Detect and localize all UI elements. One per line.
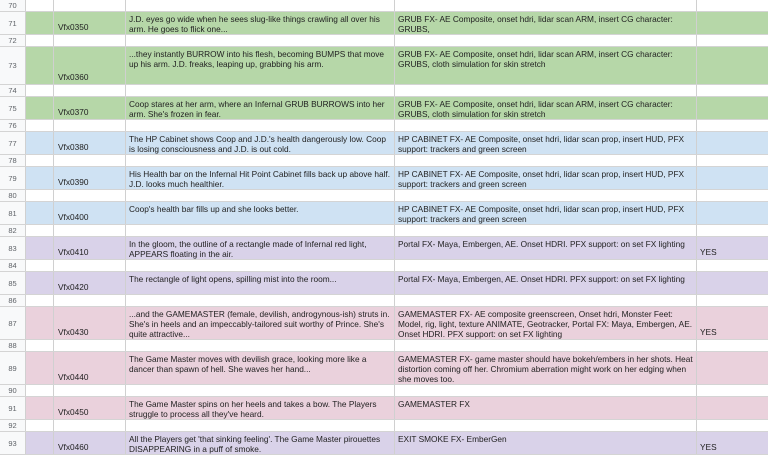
table-row <box>0 432 768 455</box>
cell-description[interactable] <box>126 85 395 96</box>
cell-blank-a[interactable] <box>26 85 54 96</box>
cell-fx-notes[interactable] <box>395 225 697 236</box>
cell-fx-notes[interactable]: Portal FX- Maya, Embergen, AE. Onset HDRI. PFX support: on set FX lighting <box>395 237 697 259</box>
cell-blank-a[interactable] <box>26 352 54 384</box>
cell-flag[interactable] <box>697 132 768 154</box>
cell-flag[interactable] <box>697 340 768 351</box>
table-row <box>0 385 768 397</box>
row-number: 92 <box>0 420 26 431</box>
cell-description[interactable] <box>126 260 395 271</box>
table-row <box>0 272 768 295</box>
cell-flag[interactable]: YES <box>700 327 717 337</box>
cell-vfx-id[interactable] <box>54 385 126 396</box>
row-number: 90 <box>0 385 26 396</box>
cell-description[interactable] <box>126 35 395 46</box>
cell-flag[interactable] <box>697 120 768 131</box>
cell-flag[interactable]: YES <box>700 247 717 257</box>
table-row <box>0 190 768 202</box>
cell-vfx-id[interactable]: Vfx0440 <box>54 352 126 384</box>
cell-vfx-id[interactable] <box>54 260 126 271</box>
cell-flag[interactable] <box>697 260 768 271</box>
cell-vfx-id[interactable]: Vfx0410 <box>54 237 126 259</box>
table-row <box>0 0 768 12</box>
cell-blank-a[interactable] <box>26 0 54 11</box>
cell-blank-a[interactable] <box>26 132 54 154</box>
cell-flag[interactable]: YES <box>700 442 717 452</box>
cell-flag[interactable] <box>697 167 768 189</box>
row-number: 88 <box>0 340 26 351</box>
cell-flag[interactable] <box>697 85 768 96</box>
cell-vfx-id[interactable] <box>54 295 126 306</box>
cell-flag[interactable] <box>697 155 768 166</box>
cell-blank-a[interactable] <box>26 272 54 294</box>
cell-blank-a[interactable] <box>26 190 54 201</box>
cell-vfx-id[interactable]: Vfx0370 <box>54 97 126 119</box>
table-row <box>0 225 768 237</box>
cell-vfx-id[interactable]: Vfx0390 <box>54 167 126 189</box>
table-row <box>0 202 768 225</box>
cell-description[interactable]: The Game Master spins on her heels and takes a bow. The Players struggle to process all they've heard. <box>126 397 395 419</box>
row-number: 75 <box>0 97 26 119</box>
cell-fx-notes[interactable] <box>395 155 697 166</box>
table-row <box>0 340 768 352</box>
cell-description[interactable] <box>126 0 395 11</box>
cell-fx-notes[interactable] <box>395 85 697 96</box>
table-row <box>0 260 768 272</box>
cell-description[interactable]: J.D. eyes go wide when he sees slug-like things crawling all over his arm. He goes to flick one... <box>126 12 395 34</box>
cell-blank-a[interactable] <box>26 167 54 189</box>
cell-flag[interactable] <box>697 97 768 119</box>
cell-description[interactable]: The rectangle of light opens, spilling mist into the room... <box>126 272 395 294</box>
table-row <box>0 397 768 420</box>
cell-vfx-id[interactable]: Vfx0420 <box>54 272 126 294</box>
cell-fx-notes[interactable]: GAMEMASTER FX- game master should have bokeh/embers in her shots. Heat distortion coming off her. Chromium aberration might work on her edging when she moves too. <box>395 352 697 384</box>
cell-flag[interactable] <box>697 35 768 46</box>
cell-description[interactable]: In the gloom, the outline of a rectangle made of Infernal red light, APPEARS floating in the air. <box>126 237 395 259</box>
cell-fx-notes[interactable] <box>395 260 697 271</box>
row-number: 78 <box>0 155 26 166</box>
cell-blank-a[interactable] <box>26 202 54 224</box>
cell-fx-notes[interactable]: HP CABINET FX- AE Composite, onset hdri, lidar scan prop, insert HUD, PFX support: trackers and green screen <box>395 167 697 189</box>
table-row <box>0 167 768 190</box>
cell-flag[interactable] <box>697 190 768 201</box>
cell-description[interactable]: The HP Cabinet shows Coop and J.D.'s health dangerously low. Coop is losing consciousness and J.D. is out cold. <box>126 132 395 154</box>
cell-fx-notes[interactable] <box>395 120 697 131</box>
cell-blank-a[interactable] <box>26 35 54 46</box>
row-number: 76 <box>0 120 26 131</box>
cell-description[interactable] <box>126 295 395 306</box>
cell-fx-notes[interactable] <box>395 190 697 201</box>
cell-description[interactable] <box>126 385 395 396</box>
cell-vfx-id[interactable] <box>54 420 126 431</box>
cell-fx-notes[interactable] <box>395 385 697 396</box>
row-number: 77 <box>0 132 26 154</box>
cell-vfx-id[interactable]: Vfx0430 <box>54 307 126 339</box>
cell-blank-a[interactable] <box>26 12 54 34</box>
cell-flag[interactable] <box>697 397 768 419</box>
cell-fx-notes[interactable]: GAMEMASTER FX- AE composite greenscreen, Onset hdri, Monster Feet: Model, rig, light, texture ANIMATE, Geotracker, Portal FX: Maya, Embergen, AE. Onset HDRI. PFX support: on set FX lighting <box>395 307 697 339</box>
cell-vfx-id[interactable]: Vfx0380 <box>54 132 126 154</box>
cell-vfx-id[interactable]: Vfx0350 <box>54 12 126 34</box>
row-number: 81 <box>0 202 26 224</box>
cell-vfx-id[interactable] <box>54 0 126 11</box>
cell-blank-a[interactable] <box>26 340 54 351</box>
cell-description[interactable] <box>126 155 395 166</box>
cell-fx-notes[interactable]: GAMEMASTER FX <box>395 397 697 419</box>
cell-vfx-id[interactable]: Vfx0400 <box>54 202 126 224</box>
cell-vfx-id[interactable] <box>54 225 126 236</box>
cell-fx-notes[interactable] <box>395 420 697 431</box>
row-number: 72 <box>0 35 26 46</box>
cell-blank-a[interactable] <box>26 120 54 131</box>
cell-blank-a[interactable] <box>26 420 54 431</box>
cell-fx-notes[interactable]: GRUB FX- AE Composite, onset hdri, lidar scan ARM, insert CG character: GRUBS, cloth simulation for skin stretch <box>395 97 697 119</box>
table-row <box>0 352 768 385</box>
table-row <box>0 35 768 47</box>
cell-fx-notes[interactable]: HP CABINET FX- AE Composite, onset hdri, lidar scan prop, insert HUD, PFX support: trackers and green screen <box>395 132 697 154</box>
cell-vfx-id[interactable]: Vfx0460 <box>54 432 126 454</box>
row-number: 83 <box>0 237 26 259</box>
table-row <box>0 155 768 167</box>
cell-flag[interactable] <box>697 420 768 431</box>
row-number: 86 <box>0 295 26 306</box>
cell-fx-notes[interactable] <box>395 35 697 46</box>
cell-vfx-id[interactable] <box>54 120 126 131</box>
cell-vfx-id[interactable] <box>54 190 126 201</box>
table-row <box>0 420 768 432</box>
cell-description[interactable] <box>126 420 395 431</box>
cell-blank-a[interactable] <box>26 432 54 454</box>
cell-fx-notes[interactable]: EXIT SMOKE FX- EmberGen <box>395 432 697 454</box>
cell-description[interactable] <box>126 225 395 236</box>
cell-description[interactable]: ...they instantly BURROW into his flesh, becoming BUMPS that move up his arm. J.D. freaks, leaping up, grabbing his arm. <box>126 47 395 84</box>
cell-vfx-id[interactable] <box>54 340 126 351</box>
cell-blank-a[interactable] <box>26 295 54 306</box>
cell-blank-a[interactable] <box>26 397 54 419</box>
cell-blank-a[interactable] <box>26 155 54 166</box>
row-number: 84 <box>0 260 26 271</box>
cell-flag[interactable] <box>697 295 768 306</box>
table-row <box>0 295 768 307</box>
cell-fx-notes[interactable] <box>395 295 697 306</box>
cell-flag[interactable] <box>697 47 768 84</box>
row-number: 73 <box>0 47 26 84</box>
table-row <box>0 85 768 97</box>
table-row <box>0 12 768 35</box>
row-number: 89 <box>0 352 26 384</box>
cell-description[interactable] <box>126 340 395 351</box>
cell-blank-a[interactable] <box>26 385 54 396</box>
cell-blank-a[interactable] <box>26 237 54 259</box>
cell-description[interactable]: His Health bar on the Infernal Hit Point Cabinet fills back up above half. J.D. looks much healthier. <box>126 167 395 189</box>
row-number: 74 <box>0 85 26 96</box>
row-number: 85 <box>0 272 26 294</box>
cell-flag[interactable] <box>697 202 768 224</box>
cell-fx-notes[interactable] <box>395 340 697 351</box>
cell-flag[interactable] <box>697 225 768 236</box>
table-row <box>0 97 768 120</box>
table-row <box>0 132 768 155</box>
cell-description[interactable]: Coop's health bar fills up and she looks better. <box>126 202 395 224</box>
cell-description[interactable]: The Game Master moves with devilish grace, looking more like a dancer than spawn of hell. She waves her hand... <box>126 352 395 384</box>
cell-blank-a[interactable] <box>26 225 54 236</box>
cell-fx-notes[interactable]: GRUB FX- AE Composite, onset hdri, lidar scan ARM, insert CG character: GRUBS, <box>395 12 697 34</box>
cell-fx-notes[interactable]: GRUB FX- AE Composite, onset hdri, lidar scan ARM, insert CG character: GRUBS, cloth simulation for skin stretch <box>395 47 697 84</box>
table-row <box>0 237 768 260</box>
row-number: 71 <box>0 12 26 34</box>
cell-blank-a[interactable] <box>26 97 54 119</box>
table-row <box>0 47 768 85</box>
cell-blank-a[interactable] <box>26 47 54 84</box>
cell-flag[interactable] <box>697 272 768 294</box>
row-number: 79 <box>0 167 26 189</box>
cell-description[interactable] <box>126 120 395 131</box>
cell-flag[interactable] <box>697 352 768 384</box>
cell-fx-notes[interactable]: Portal FX- Maya, Embergen, AE. Onset HDRI. PFX support: on set FX lighting <box>395 272 697 294</box>
cell-blank-a[interactable] <box>26 260 54 271</box>
cell-vfx-id[interactable] <box>54 85 126 96</box>
cell-description[interactable] <box>126 190 395 201</box>
cell-flag[interactable] <box>697 0 768 11</box>
cell-flag[interactable] <box>697 385 768 396</box>
table-row <box>0 307 768 340</box>
row-number: 80 <box>0 190 26 201</box>
cell-flag[interactable] <box>697 12 768 34</box>
cell-description[interactable]: All the Players get 'that sinking feeling'. The Game Master pirouettes DISAPPEARING in a puff of smoke. <box>126 432 395 454</box>
cell-description[interactable]: ...and the GAMEMASTER (female, devilish, androgynous-ish) struts in. She's in heels and an impeccably-tailored suit worthy of Prince. She's quite attractive... <box>126 307 395 339</box>
row-number: 87 <box>0 307 26 339</box>
cell-fx-notes[interactable]: HP CABINET FX- AE Composite, onset hdri, lidar scan prop, insert HUD, PFX support: trackers and green screen <box>395 202 697 224</box>
row-number: 82 <box>0 225 26 236</box>
cell-vfx-id[interactable] <box>54 35 126 46</box>
cell-vfx-id[interactable] <box>54 155 126 166</box>
cell-blank-a[interactable] <box>26 307 54 339</box>
table-row <box>0 120 768 132</box>
row-number: 91 <box>0 397 26 419</box>
cell-vfx-id[interactable]: Vfx0450 <box>54 397 126 419</box>
row-number: 70 <box>0 0 26 11</box>
cell-fx-notes[interactable] <box>395 0 697 11</box>
row-number: 93 <box>0 432 26 454</box>
cell-description[interactable]: Coop stares at her arm, where an Infernal GRUB BURROWS into her arm. She's frozen in fear. <box>126 97 395 119</box>
cell-vfx-id[interactable]: Vfx0360 <box>54 47 126 84</box>
